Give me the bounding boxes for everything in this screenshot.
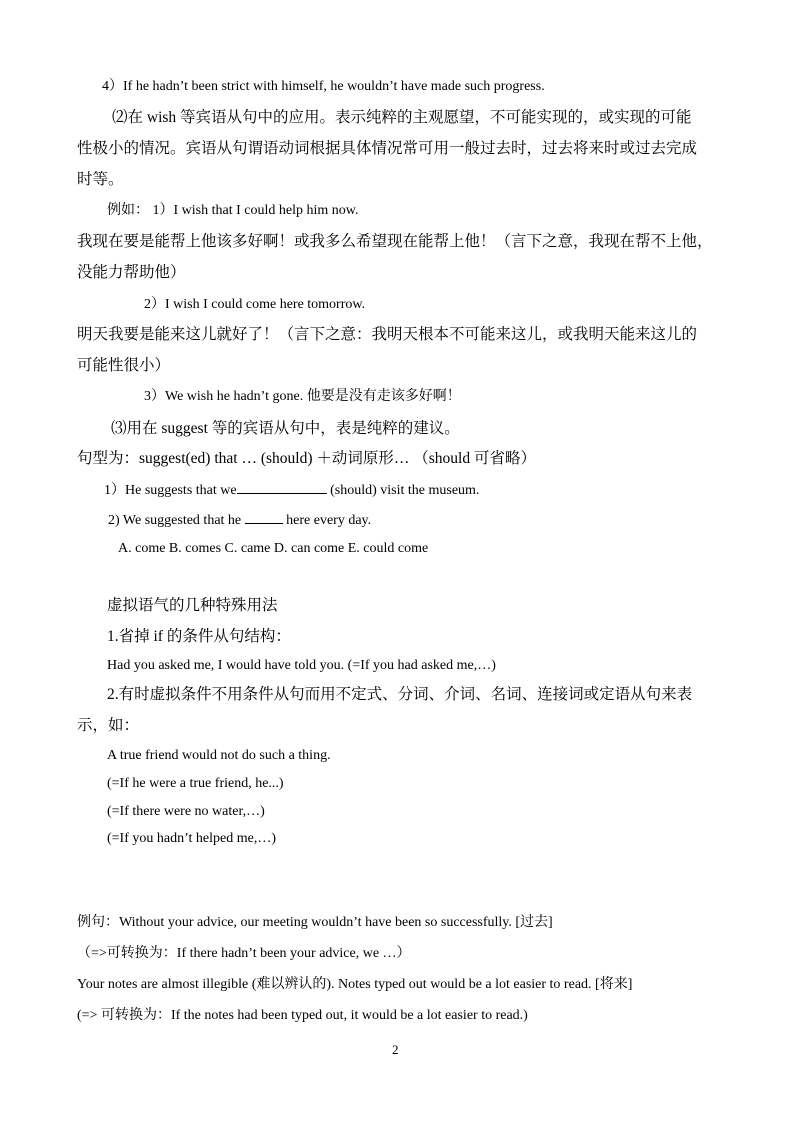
exercise-1	[104, 481, 479, 501]
section-2-heading: ⑵在 wish 等宾语从句中的应用。表示纯粹的主观愿望，不可能实现的，或实现的可能	[112, 109, 692, 126]
usage-2-rewrite-2: (=If there were no water,…)	[107, 804, 265, 819]
translation-2-line-1: 明天我要是能来这儿就好了！（言下之意：我明天根本不可能来这儿，或我明天能来这儿的	[77, 326, 698, 343]
translation-2-line-2: 可能性很小）	[77, 357, 171, 374]
usage-2-heading-line-2: 示，如：	[77, 717, 140, 734]
example-sentence-1-rewrite: （=>可转换为：If there hadn’t been your advice, we …）	[77, 946, 411, 961]
section-2-line-2: 性极小的情况。宾语从句谓语动词根据具体情况常可用一般过去时，过去将来时或过去完成	[77, 140, 698, 157]
exercise-2-blank	[245, 511, 283, 524]
exercise-1-end: (should) visit the museum.	[326, 483, 480, 498]
translation-1-line-1: 我现在要是能帮上他该多好啊！或我多么希望现在能帮上他！（言下之意，我现在帮不上他，	[77, 233, 713, 250]
section-3-heading: ⑶用在 suggest 等的宾语从句中，表是纯粹的建议。	[111, 420, 460, 437]
page-number: 2	[392, 1042, 399, 1057]
example-4-line: 4）If he hadn’t been strict with himself, he wouldn’t have made such progress.	[102, 79, 545, 94]
example-sentence-2-rewrite: (=> 可转换为：If the notes had been typed out, it would be a lot easier to read.)	[77, 1008, 528, 1023]
example-wish-3: 3）We wish he hadn’t gone. 他要是没有走该多好啊！	[144, 389, 461, 404]
section-2-line-3: 时等。	[77, 171, 124, 188]
usage-1-example: Had you asked me, I would have told you. (=If you had asked me,…)	[107, 658, 496, 673]
exercise-2-start: 2) We suggested that he	[108, 513, 242, 528]
usage-2-example: A true friend would not do such a thing.	[107, 748, 331, 763]
example-sentence-1: 例句：Without your advice, our meeting wouldn’t have been so successfully. [过去]	[77, 915, 553, 930]
exercise-2	[108, 511, 371, 531]
exercise-2-options: A. come B. comes C. came D. can come E. could come	[118, 541, 429, 556]
exercise-2-end: here every day.	[282, 513, 372, 528]
usage-1-heading: 1.省掉 if 的条件从句结构：	[107, 628, 291, 645]
usage-2-heading-line-1: 2.有时虚拟条件不用条件从句而用不定式、分词、介词、名词、连接词或定语从句来表	[107, 686, 693, 703]
exercise-1-blank	[237, 481, 327, 494]
special-usage-heading: 虚拟语气的几种特殊用法	[107, 597, 278, 614]
example-wish-1: 例如： 1）I wish that I could help him now.	[107, 203, 359, 218]
example-wish-2: 2）I wish I could come here tomorrow.	[144, 297, 366, 312]
example-sentence-2: Your notes are almost illegible (难以辨认的). Notes typed out would be a lot easier to read. [将来]	[77, 977, 633, 992]
sentence-pattern: 句型为：suggest(ed) that … (should) ＋动词原形… （should 可省略）	[77, 450, 536, 467]
usage-2-rewrite-1: (=If he were a true friend, he...)	[107, 776, 284, 791]
exercise-1-start: 1）He suggests that we	[104, 483, 237, 498]
translation-1-line-2: 没能力帮助他）	[77, 264, 186, 281]
usage-2-rewrite-3: (=If you hadn’t helped me,…)	[107, 831, 276, 846]
